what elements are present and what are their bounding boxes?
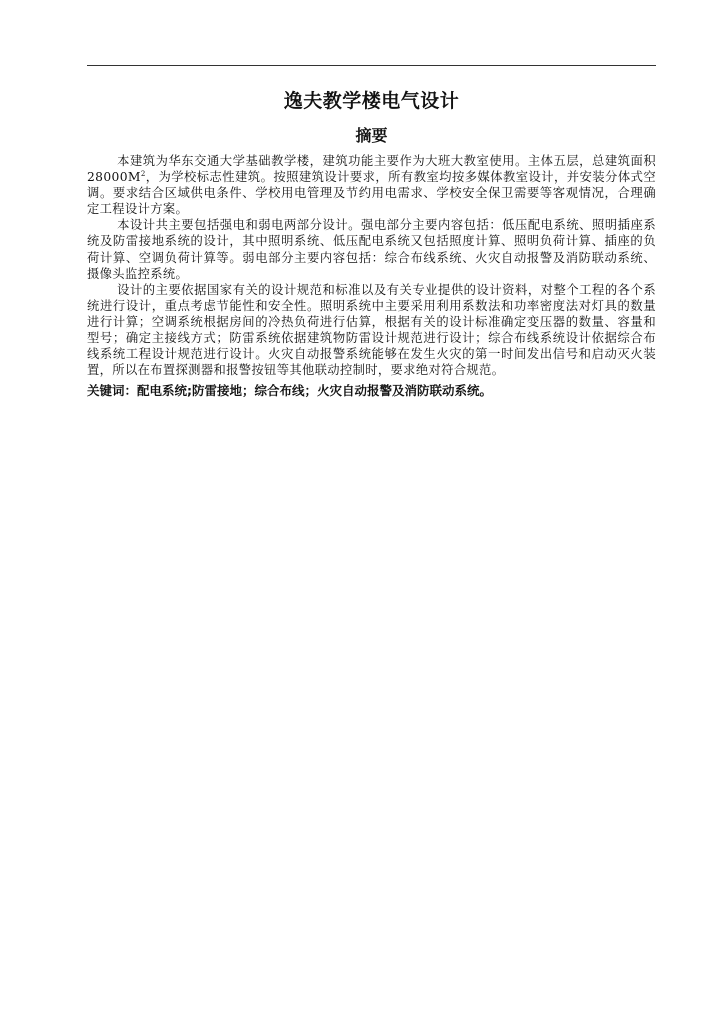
abstract-heading: 摘要	[355, 126, 388, 145]
document-body	[87, 88, 656, 399]
header-rule	[87, 65, 656, 66]
paragraph-1-text-b: ，为学校标志性建筑。按照建筑设计要求，所有教室均按多媒体教室设计，并安装分体式空调。要求结合区域供电条件、学校用电管理及节约用电需求、学校安全保卫需要等客观情况，合理确定工程设计方案。	[87, 170, 656, 217]
abstract-paragraph-1	[87, 153, 656, 217]
area-unit-superscript: 2	[140, 170, 146, 178]
abstract-paragraph-2: 本设计共主要包括强电和弱电两部分设计。强电部分主要内容包括：低压配电系统、照明插座系统及防雷接地系统的设计，其中照明系统、低压配电系统又包括照度计算、照明负荷计算、插座的负荷计算、空调负荷计算等。弱电部分主要内容包括：综合布线系统、火灾自动报警及消防联动系统、摄像头监控系统。	[87, 218, 656, 281]
abstract-paragraph-3: 设计的主要依据国家有关的设计规范和标准以及有关专业提供的设计资料，对整个工程的各个系统进行设计，重点考虑节能性和安全性。照明系统中主要采用利用系数法和功率密度法对灯具的数量进行计算；空调系统根据房间的冷热负荷进行估算，根据有关的设计标准确定变压器的数量、容量和型号；确定主接线方式；防雷系统依据建筑物防雷设计规范进行设计；综合布线系统设计依据综合布线系统工程设计规范进行设计。火灾自动报警系统能够在发生火灾的第一时间发出信号和启动灭火装置，所以在布置探测器和报警按钮等其他联动控制时，要求绝对符合规范。	[87, 282, 656, 378]
keywords-line: 关键词：配电系统;防雷接地；综合布线；火灾自动报警及消防联动系统。	[87, 383, 493, 399]
paragraph-1-text-a: 本建筑为华东交通大学基础教学楼，建筑功能主要作为大班大教室使用。主体五层，总建筑面积 28000M	[87, 154, 656, 185]
document-title: 逸夫教学楼电气设计	[283, 90, 460, 112]
